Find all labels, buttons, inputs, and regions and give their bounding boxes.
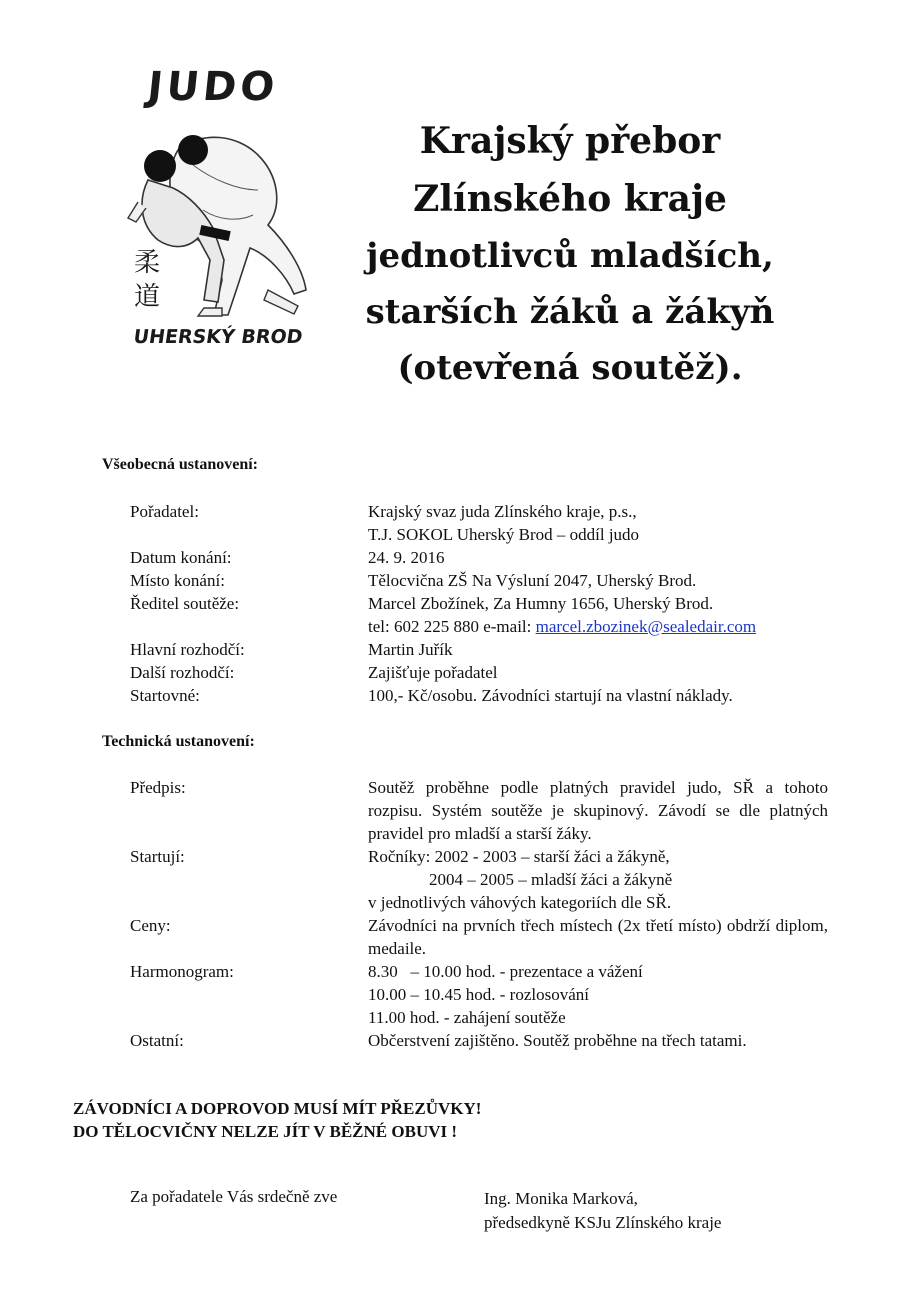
value-referee: Martin Juřík bbox=[368, 640, 453, 659]
contact-prefix: tel: 602 225 880 e-mail: bbox=[368, 617, 536, 636]
label-director: Ředitel soutěže: bbox=[130, 594, 240, 613]
logo-city: UHERSKÝ BROD bbox=[132, 326, 304, 348]
warning-line-2: DO TĚLOCVIČNY NELZE JÍT V BĚŽNÉ OBUVI ! bbox=[73, 1122, 458, 1141]
title-line-1: Krajský přebor bbox=[419, 120, 721, 162]
label-place: Místo konání: bbox=[130, 571, 225, 590]
title-line-4: starších žáků a žákyň bbox=[365, 292, 775, 332]
label-prizes: Ceny: bbox=[130, 916, 171, 935]
label-schedule: Harmonogram: bbox=[130, 962, 234, 981]
signature-role: předsedkyně KSJu Zlínského kraje bbox=[484, 1213, 722, 1232]
title-line-5: (otevřená soutěž). bbox=[397, 348, 743, 388]
value-prizes: Závodníci na prvních třech místech (2x třetí místo) obdrží diplom, medaile. bbox=[368, 916, 828, 958]
kanji-do: 道 bbox=[133, 282, 160, 312]
value-organizer-2: T.J. SOKOL Uherský Brod – oddíl judo bbox=[368, 525, 640, 544]
club-logo bbox=[118, 64, 318, 354]
value-date: 24. 9. 2016 bbox=[368, 548, 445, 567]
value-organizer-1: Krajský svaz juda Zlínského kraje, p.s., bbox=[368, 502, 637, 521]
invitation-text: Za pořadatele Vás srdečně zve bbox=[130, 1187, 338, 1206]
value-other-referee: Zajišťuje pořadatel bbox=[368, 663, 498, 682]
label-rules: Předpis: bbox=[130, 778, 186, 797]
label-start: Startují: bbox=[130, 847, 185, 866]
warning-notice bbox=[73, 1097, 481, 1143]
title-line-3: jednotlivců mladších, bbox=[366, 236, 774, 276]
label-referee: Hlavní rozhodčí: bbox=[130, 640, 245, 659]
value-start-1: Ročníky: 2002 - 2003 – starší žáci a žákyně, bbox=[368, 847, 670, 866]
email-link[interactable]: marcel.zbozinek@sealedair.com bbox=[535, 617, 757, 636]
value-fee: 100,- Kč/osobu. Závodníci startují na vlastní náklady. bbox=[368, 686, 733, 705]
value-other: Občerstvení zajištěno. Soutěž proběhne na třech tatami. bbox=[368, 1031, 747, 1050]
value-schedule-1: 8.30 – 10.00 hod. - prezentace a vážení bbox=[368, 962, 643, 981]
kanji-ju: 柔 bbox=[133, 248, 160, 278]
label-fee: Startovné: bbox=[130, 686, 200, 705]
title-line-2: Zlínského kraje bbox=[413, 178, 727, 220]
section-title-general: Všeobecná ustanovení: bbox=[102, 456, 259, 473]
label-organizer: Pořadatel: bbox=[130, 502, 199, 521]
section-title-technical: Technická ustanovení: bbox=[102, 733, 255, 750]
value-schedule-2: 10.00 – 10.45 hod. - rozlosování bbox=[368, 985, 589, 1004]
label-date: Datum konání: bbox=[130, 548, 232, 567]
value-rules: Soutěž proběhne podle platných pravidel judo, SŘ a tohoto rozpisu. Systém soutěže je skupinový. Závodí se dle platných pravidel pro mladší a starší žáky. bbox=[368, 778, 828, 843]
value-schedule-3: 11.00 hod. - zahájení soutěže bbox=[368, 1008, 566, 1027]
page-title bbox=[330, 112, 810, 396]
value-contact bbox=[368, 615, 828, 638]
label-other-referee: Další rozhodčí: bbox=[130, 663, 235, 682]
label-other: Ostatní: bbox=[130, 1031, 184, 1050]
value-start-2: 2004 – 2005 – mladší žáci a žákyně bbox=[429, 870, 673, 889]
warning-line-1: ZÁVODNÍCI A DOPROVOD MUSÍ MÍT PŘEZŮVKY! bbox=[73, 1099, 482, 1118]
logo-title: JUDO bbox=[145, 64, 281, 110]
value-start-3: v jednotlivých váhových kategoriích dle SŘ. bbox=[368, 893, 672, 912]
value-director: Marcel Zbožínek, Za Humny 1656, Uherský Brod. bbox=[368, 594, 714, 613]
signature-block bbox=[484, 1187, 721, 1235]
signature-name: Ing. Monika Marková, bbox=[484, 1189, 638, 1208]
value-place: Tělocvična ZŠ Na Výsluní 2047, Uherský Brod. bbox=[368, 571, 697, 590]
